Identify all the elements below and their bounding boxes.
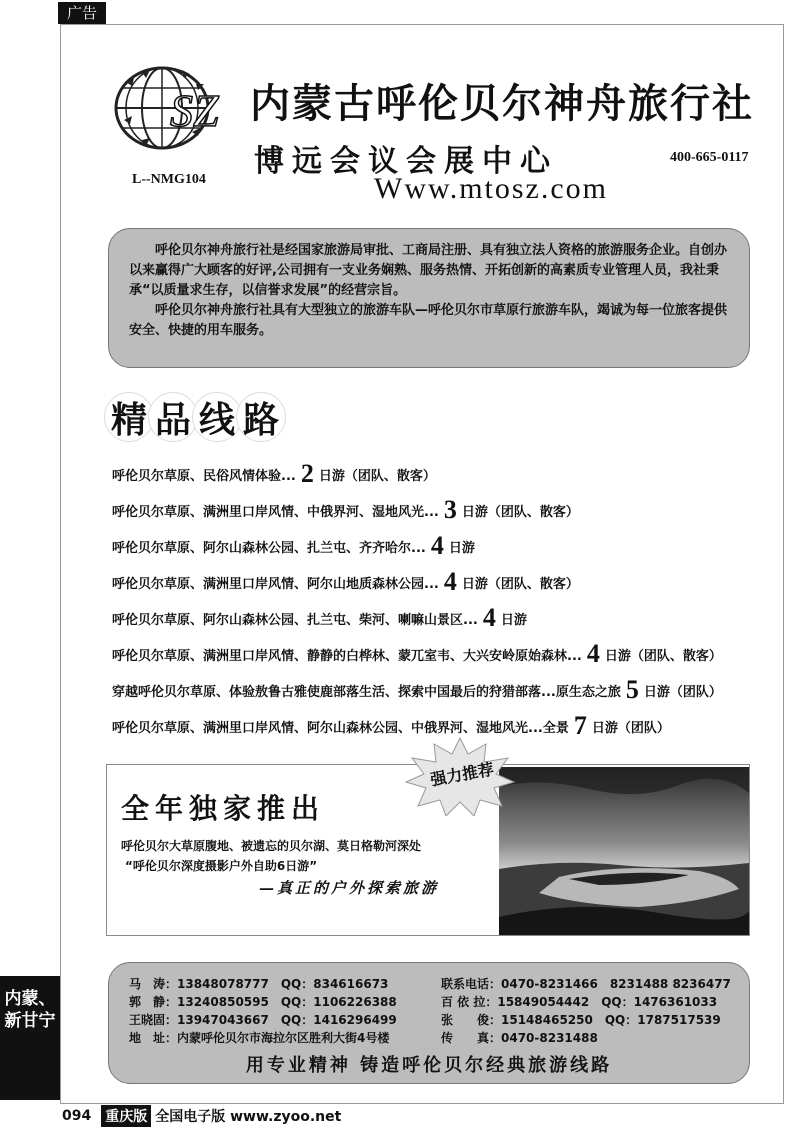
- logo-code: L--NMG104: [132, 172, 206, 187]
- route-item: [112, 456, 792, 492]
- promo-line-2: “呼伦贝尔深度摄影户外自助6日游”: [125, 859, 318, 873]
- route-suffix: 日游（团队、散客）: [461, 576, 579, 592]
- contact-zhang: 张 俊：15148465250 QQ：1787517539: [441, 1013, 721, 1027]
- route-days: 5: [625, 675, 639, 704]
- region-line-2: 新甘宁: [4, 1011, 56, 1031]
- route-text: 穿越呼伦贝尔草原、体验敖鲁古雅使鹿部落生活、探索中国最后的狩猎部落...原生态之旅: [112, 684, 621, 700]
- region-side-tab: [0, 976, 60, 1100]
- route-suffix: 日游（团队）: [591, 720, 670, 736]
- slogan: 用专业精神 铸造呼伦贝尔经典旅游线路: [245, 1055, 613, 1076]
- intro-box: [108, 228, 750, 368]
- section-title-char: 精: [104, 392, 154, 442]
- contact-fax: 传 真：0470-8231488: [441, 1031, 598, 1045]
- intro-paragraph-1: 呼伦贝尔神舟旅行社是经国家旅游局审批、工商局注册、具有独立法人资格的旅游服务企业。自创办以来赢得广大顾客的好评,公司拥有一支业务娴熟、服务热情、开拓创新的高素质专业管理人员，我社秉承“以质量求生存，以信誉求发展”的经营宗旨。: [129, 243, 728, 298]
- route-item: [112, 636, 792, 672]
- route-item: [112, 528, 792, 564]
- route-suffix: 日游: [448, 540, 475, 556]
- route-item: [112, 492, 792, 528]
- lake-landscape-photo: [499, 767, 749, 935]
- company-subtitle: 博远会议会展中心: [254, 144, 558, 179]
- route-days: 4: [430, 531, 444, 560]
- contact-box: [108, 962, 750, 1084]
- promo-line-1: 呼伦贝尔大草原腹地、被遗忘的贝尔湖、莫日格勒河深处: [121, 839, 422, 853]
- edition-badge: 重庆版: [101, 1105, 151, 1127]
- page-footer: [0, 1104, 800, 1128]
- route-text: 呼伦贝尔草原、阿尔山森林公园、扎兰屯、齐齐哈尔...: [112, 540, 426, 556]
- route-list: [112, 456, 792, 744]
- recommend-badge: 强力推荐: [428, 759, 496, 790]
- route-text: 呼伦贝尔草原、满洲里口岸风情、阿尔山森林公园、中俄界河、湿地风光...全景: [112, 720, 569, 736]
- section-title-char: 品: [148, 392, 198, 442]
- logo-letters: SZ: [170, 85, 219, 136]
- footer-site[interactable]: 全国电子版 www.zyoo.net: [155, 1109, 342, 1125]
- promo-line-3: —真正的户外探索旅游: [259, 879, 440, 897]
- hotline-phone: 400-665-0117: [670, 150, 749, 165]
- route-suffix: 日游（团队、散客）: [318, 468, 436, 484]
- route-suffix: 日游（团队、散客）: [604, 648, 722, 664]
- route-item: [112, 564, 792, 600]
- route-days: 4: [443, 567, 457, 596]
- region-line-1: 内蒙、: [4, 989, 56, 1009]
- intro-paragraph-2: 呼伦贝尔神舟旅行社具有大型独立的旅游车队—呼伦贝尔市草原行旅游车队，竭诚为每一位旅客提供安全、快捷的用车服务。: [129, 303, 728, 338]
- route-text: 呼伦贝尔草原、民俗风情体验...: [112, 468, 296, 484]
- promo-title: 全年独家推出: [121, 792, 326, 825]
- route-text: 呼伦贝尔草原、阿尔山森林公园、扎兰屯、柴河、喇嘛山景区...: [112, 612, 478, 628]
- route-days: 2: [300, 459, 314, 488]
- contact-ma: 马 涛：13848078777 QQ：834616673: [129, 977, 389, 991]
- contact-guo: 郭 静：13240850595 QQ：1106226388: [129, 995, 397, 1009]
- route-suffix: 日游（团队、散客）: [461, 504, 579, 520]
- section-title: [104, 392, 280, 442]
- route-text: 呼伦贝尔草原、满洲里口岸风情、静静的白桦林、蒙兀室韦、大兴安岭原始森林...: [112, 648, 582, 664]
- contact-address: 地 址：内蒙呼伦贝尔市海拉尔区胜利大街4号楼: [129, 1031, 390, 1045]
- globe-logo-icon: [112, 62, 228, 154]
- route-days: 7: [573, 711, 587, 740]
- contact-tel: 联系电话：0470-8231466 8231488 8236477: [441, 977, 731, 991]
- contact-bai: 百 依 拉：15849054442 QQ：1476361033: [441, 995, 718, 1009]
- route-suffix: 日游（团队）: [643, 684, 722, 700]
- route-suffix: 日游: [500, 612, 527, 628]
- ad-tag: 广告: [58, 2, 106, 24]
- route-days: 4: [482, 603, 496, 632]
- route-item: [112, 600, 792, 636]
- contact-wang: 王晓固：13947043667 QQ：1416296499: [129, 1013, 397, 1027]
- route-item: [112, 672, 792, 708]
- page-number: 094: [62, 1108, 92, 1124]
- section-title-char: 线: [192, 392, 242, 442]
- section-title-char: 路: [236, 392, 286, 442]
- company-name: 内蒙古呼伦贝尔神舟旅行社: [250, 80, 754, 127]
- route-days: 4: [586, 639, 600, 668]
- route-days: 3: [443, 495, 457, 524]
- route-text: 呼伦贝尔草原、满洲里口岸风情、中俄界河、湿地风光...: [112, 504, 439, 520]
- website-url[interactable]: Www.mtosz.com: [374, 172, 609, 205]
- route-text: 呼伦贝尔草原、满洲里口岸风情、阿尔山地质森林公园...: [112, 576, 439, 592]
